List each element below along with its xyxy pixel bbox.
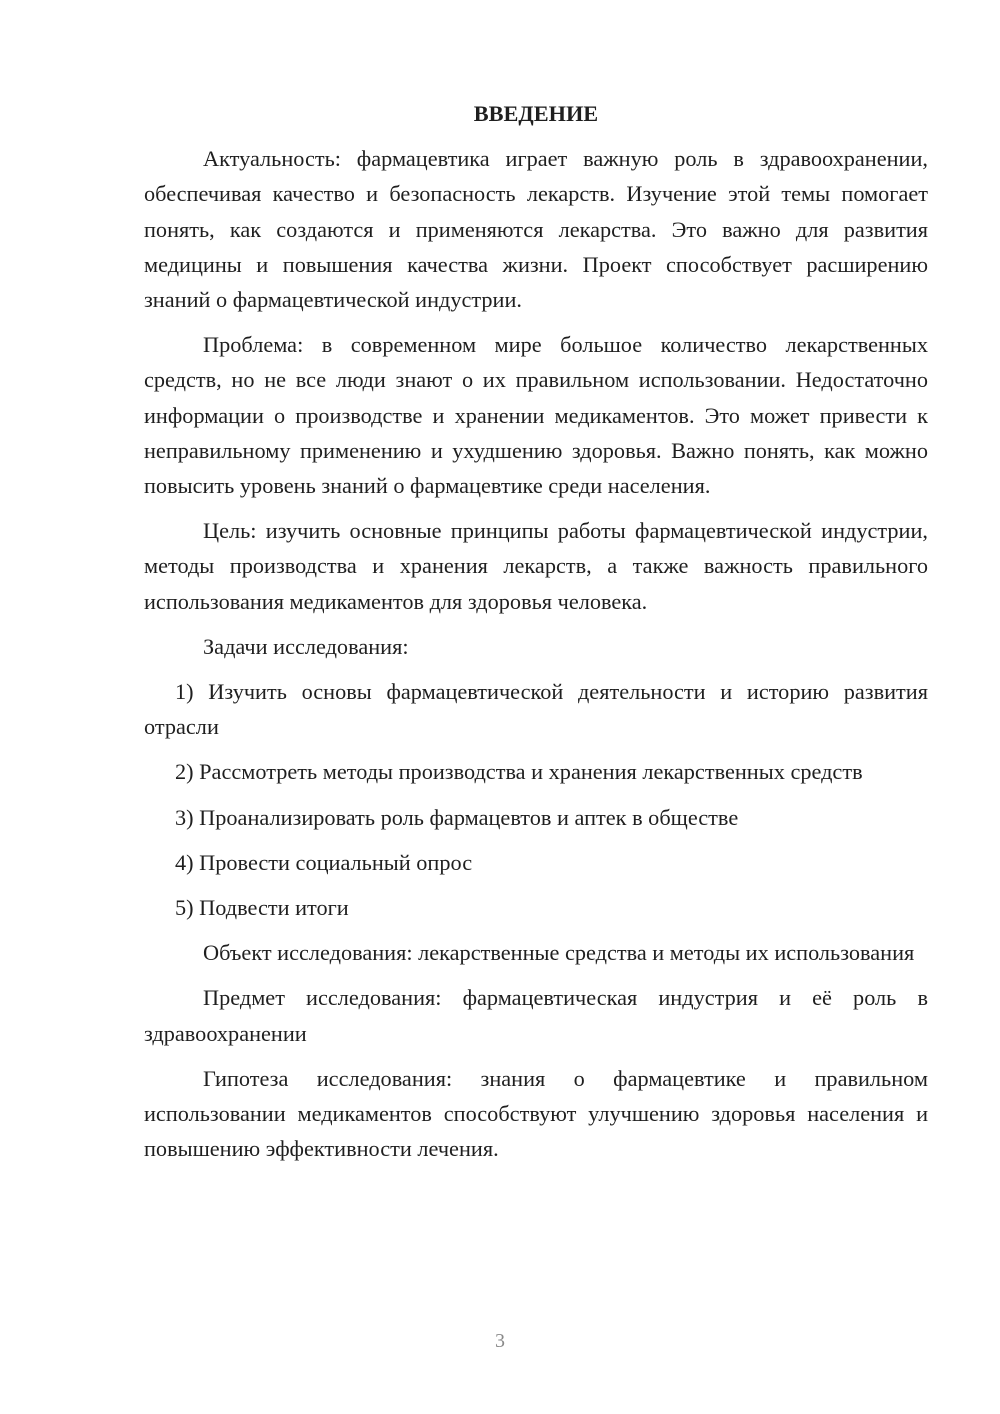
- task-item: 5) Подвести итоги: [175, 895, 349, 921]
- problem-paragraph: Проблема: в современном мире большое количество лекарственных средств, но не все люди знают о их правильном использовании. Недостаточно информации о производстве и хранении медикаментов. Это может привести к неправильному применению и ухудшению здоровья. Важно понять, как можно повысить уровень знаний о фармацевтике среди населения.: [144, 332, 928, 499]
- goal-paragraph: Цель: изучить основные принципы работы фармацевтической индустрии, методы производства и хранения лекарств, а также важность правильного использования медикаментов для здоровья человека.: [144, 518, 928, 614]
- task-item: 4) Провести социальный опрос: [175, 849, 473, 875]
- task-item: 3) Проанализировать роль фармацевтов и аптек в обществе: [175, 804, 739, 830]
- page-number: 3: [495, 1330, 505, 1352]
- tasks-list: [144, 674, 928, 925]
- hypothesis-paragraph: Гипотеза исследования: знания о фармацевтике и правильном использовании медикаментов способствуют улучшению здоровья населения и повышению эффективности лечения.: [144, 1065, 928, 1162]
- document-body: [144, 96, 928, 1176]
- object-paragraph: Объект исследования: лекарственные средства и методы их использования: [203, 940, 915, 966]
- section-title: ВВЕДЕНИЕ: [473, 101, 599, 126]
- relevance-paragraph: Актуальность: фармацевтика играет важную роль в здравоохранении, обеспечивая качество и безопасность лекарств. Изучение этой темы помогает понять, как создаются и применяются лекарства. Это важно для развития медицины и повышения качества жизни. Проект способствует расширению знаний о фармацевтической индустрии.: [144, 146, 928, 313]
- task-item: 2) Рассмотреть методы производства и хранения лекарственных средств: [175, 759, 863, 785]
- subject-paragraph: Предмет исследования: фармацевтическая индустрия и её роль в здравоохранении: [144, 985, 928, 1046]
- task-item: 1) Изучить основы фармацевтической деятельности и историю развития отрасли: [144, 679, 928, 740]
- tasks-heading: Задачи исследования:: [203, 633, 409, 659]
